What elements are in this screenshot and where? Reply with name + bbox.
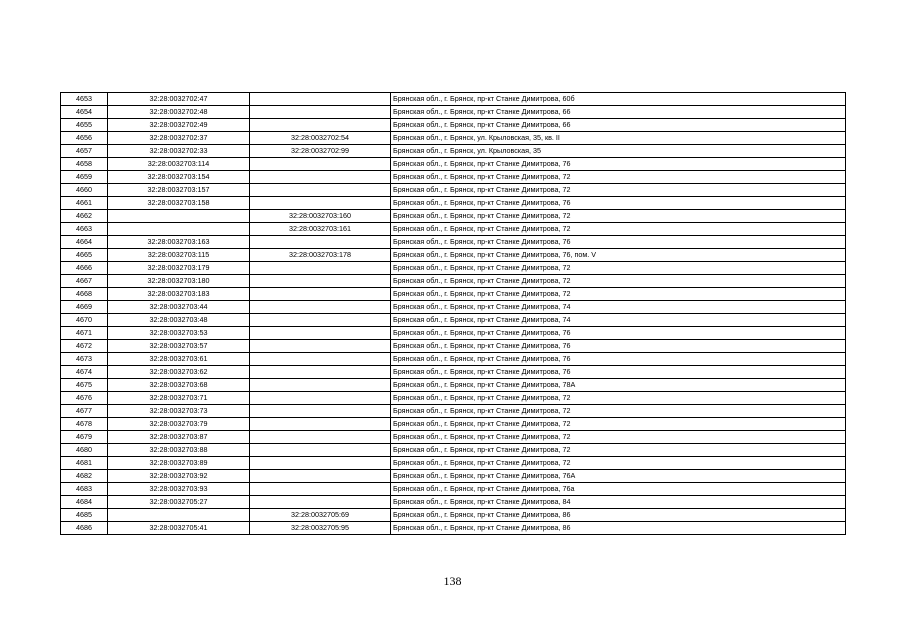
table-row [61,119,846,132]
table-row [61,444,846,457]
table-row [61,353,846,366]
linked-cadastral-number-cell [250,340,391,353]
address-cell: Брянская обл., г. Брянск, пр-кт Станке Димитрова, 86 [391,522,846,535]
linked-cadastral-number-cell [250,327,391,340]
table-row [61,431,846,444]
cadastral-number-cell: 32:28:0032702:49 [108,119,250,132]
table-row [61,301,846,314]
cadastral-table [60,92,846,535]
cadastral-number-cell: 32:28:0032703:62 [108,366,250,379]
linked-cadastral-number-cell [250,275,391,288]
cadastral-number-cell: 32:28:0032703:158 [108,197,250,210]
row-number-cell: 4673 [61,353,108,366]
address-cell: Брянская обл., г. Брянск, пр-кт Станке Димитрова, 72 [391,405,846,418]
linked-cadastral-number-cell [250,236,391,249]
address-cell: Брянская обл., г. Брянск, пр-кт Станке Димитрова, 76 [391,197,846,210]
table-row [61,314,846,327]
address-cell: Брянская обл., г. Брянск, пр-кт Станке Димитрова, 72 [391,275,846,288]
linked-cadastral-number-cell [250,106,391,119]
cadastral-number-cell: 32:28:0032703:154 [108,171,250,184]
address-cell: Брянская обл., г. Брянск, пр-кт Станке Димитрова, 72 [391,392,846,405]
row-number-cell: 4686 [61,522,108,535]
row-number-cell: 4666 [61,262,108,275]
cadastral-number-cell: 32:28:0032703:48 [108,314,250,327]
cadastral-number-cell [108,210,250,223]
address-cell: Брянская обл., г. Брянск, ул. Крыловская, 35, кв. II [391,132,846,145]
address-cell: Брянская обл., г. Брянск, пр-кт Станке Димитрова, 72 [391,210,846,223]
address-cell: Брянская обл., г. Брянск, пр-кт Станке Димитрова, 76 [391,158,846,171]
linked-cadastral-number-cell: 32:28:0032702:54 [250,132,391,145]
cadastral-number-cell: 32:28:0032703:79 [108,418,250,431]
cadastral-number-cell: 32:28:0032702:37 [108,132,250,145]
address-cell: Брянская обл., г. Брянск, пр-кт Станке Димитрова, 72 [391,262,846,275]
address-cell: Брянская обл., г. Брянск, пр-кт Станке Димитрова, 72 [391,171,846,184]
table-row [61,392,846,405]
linked-cadastral-number-cell [250,379,391,392]
cadastral-number-cell: 32:28:0032703:87 [108,431,250,444]
row-number-cell: 4658 [61,158,108,171]
table-row [61,145,846,158]
table-row [61,496,846,509]
address-cell: Брянская обл., г. Брянск, пр-кт Станке Димитрова, 76 [391,340,846,353]
address-cell: Брянская обл., г. Брянск, пр-кт Станке Димитрова, 78А [391,379,846,392]
table-row [61,106,846,119]
linked-cadastral-number-cell [250,119,391,132]
row-number-cell: 4660 [61,184,108,197]
address-cell: Брянская обл., г. Брянск, пр-кт Станке Димитрова, 66 [391,106,846,119]
cadastral-number-cell: 32:28:0032703:180 [108,275,250,288]
cadastral-number-cell: 32:28:0032703:93 [108,483,250,496]
linked-cadastral-number-cell [250,457,391,470]
row-number-cell: 4679 [61,431,108,444]
row-number-cell: 4655 [61,119,108,132]
linked-cadastral-number-cell [250,288,391,301]
table-row [61,379,846,392]
row-number-cell: 4676 [61,392,108,405]
cadastral-number-cell: 32:28:0032703:73 [108,405,250,418]
row-number-cell: 4683 [61,483,108,496]
linked-cadastral-number-cell: 32:28:0032703:160 [250,210,391,223]
row-number-cell: 4672 [61,340,108,353]
row-number-cell: 4678 [61,418,108,431]
table-row [61,483,846,496]
linked-cadastral-number-cell [250,496,391,509]
address-cell: Брянская обл., г. Брянск, пр-кт Станке Димитрова, 72 [391,457,846,470]
address-cell: Брянская обл., г. Брянск, пр-кт Станке Димитрова, 76 [391,327,846,340]
row-number-cell: 4675 [61,379,108,392]
row-number-cell: 4684 [61,496,108,509]
row-number-cell: 4669 [61,301,108,314]
linked-cadastral-number-cell [250,366,391,379]
linked-cadastral-number-cell [250,431,391,444]
address-cell: Брянская обл., г. Брянск, пр-кт Станке Димитрова, 72 [391,288,846,301]
row-number-cell: 4659 [61,171,108,184]
row-number-cell: 4682 [61,470,108,483]
row-number-cell: 4677 [61,405,108,418]
cadastral-number-cell: 32:28:0032703:114 [108,158,250,171]
table-row [61,93,846,106]
table-row [61,197,846,210]
address-cell: Брянская обл., г. Брянск, пр-кт Станке Димитрова, 76 [391,353,846,366]
cadastral-number-cell [108,509,250,522]
table-row [61,418,846,431]
cadastral-number-cell: 32:28:0032703:44 [108,301,250,314]
linked-cadastral-number-cell [250,405,391,418]
table-row [61,366,846,379]
linked-cadastral-number-cell [250,93,391,106]
row-number-cell: 4665 [61,249,108,262]
cadastral-number-cell: 32:28:0032703:183 [108,288,250,301]
row-number-cell: 4653 [61,93,108,106]
cadastral-number-cell: 32:28:0032703:89 [108,457,250,470]
address-cell: Брянская обл., г. Брянск, пр-кт Станке Димитрова, 74 [391,301,846,314]
row-number-cell: 4685 [61,509,108,522]
table-row [61,171,846,184]
address-cell: Брянская обл., г. Брянск, пр-кт Станке Димитрова, 66 [391,119,846,132]
table-row [61,275,846,288]
cadastral-number-cell: 32:28:0032703:68 [108,379,250,392]
linked-cadastral-number-cell: 32:28:0032702:99 [250,145,391,158]
cadastral-number-cell: 32:28:0032703:163 [108,236,250,249]
cadastral-number-cell: 32:28:0032703:179 [108,262,250,275]
linked-cadastral-number-cell [250,418,391,431]
row-number-cell: 4674 [61,366,108,379]
cadastral-number-cell: 32:28:0032702:48 [108,106,250,119]
address-cell: Брянская обл., г. Брянск, пр-кт Станке Димитрова, 72 [391,223,846,236]
table-row [61,522,846,535]
linked-cadastral-number-cell [250,353,391,366]
linked-cadastral-number-cell [250,301,391,314]
linked-cadastral-number-cell [250,444,391,457]
table-row [61,158,846,171]
cadastral-number-cell: 32:28:0032702:33 [108,145,250,158]
table-row [61,470,846,483]
row-number-cell: 4668 [61,288,108,301]
address-cell: Брянская обл., г. Брянск, пр-кт Станке Димитрова, 72 [391,418,846,431]
linked-cadastral-number-cell [250,314,391,327]
table-row [61,223,846,236]
row-number-cell: 4656 [61,132,108,145]
address-cell: Брянская обл., г. Брянск, пр-кт Станке Димитрова, 76 [391,236,846,249]
row-number-cell: 4664 [61,236,108,249]
table-row [61,210,846,223]
address-cell: Брянская обл., г. Брянск, пр-кт Станке Димитрова, 86 [391,509,846,522]
address-cell: Брянская обл., г. Брянск, ул. Крыловская, 35 [391,145,846,158]
cadastral-number-cell: 32:28:0032702:47 [108,93,250,106]
cadastral-number-cell: 32:28:0032703:53 [108,327,250,340]
address-cell: Брянская обл., г. Брянск, пр-кт Станке Димитрова, 76А [391,470,846,483]
linked-cadastral-number-cell [250,158,391,171]
linked-cadastral-number-cell [250,262,391,275]
address-cell: Брянская обл., г. Брянск, пр-кт Станке Димитрова, 76, пом. V [391,249,846,262]
linked-cadastral-number-cell [250,392,391,405]
row-number-cell: 4680 [61,444,108,457]
table-row [61,236,846,249]
table-row [61,132,846,145]
address-cell: Брянская обл., г. Брянск, пр-кт Станке Димитрова, 76 [391,366,846,379]
table-row [61,262,846,275]
linked-cadastral-number-cell: 32:28:0032703:161 [250,223,391,236]
table-row [61,288,846,301]
cadastral-number-cell: 32:28:0032703:157 [108,184,250,197]
row-number-cell: 4667 [61,275,108,288]
row-number-cell: 4662 [61,210,108,223]
row-number-cell: 4661 [61,197,108,210]
cadastral-number-cell: 32:28:0032703:71 [108,392,250,405]
address-cell: Брянская обл., г. Брянск, пр-кт Станке Димитрова, 84 [391,496,846,509]
table-row [61,405,846,418]
cadastral-number-cell: 32:28:0032703:115 [108,249,250,262]
row-number-cell: 4663 [61,223,108,236]
row-number-cell: 4671 [61,327,108,340]
linked-cadastral-number-cell: 32:28:0032705:95 [250,522,391,535]
address-cell: Брянская обл., г. Брянск, пр-кт Станке Димитрова, 76а [391,483,846,496]
cadastral-number-cell: 32:28:0032703:57 [108,340,250,353]
address-cell: Брянская обл., г. Брянск, пр-кт Станке Димитрова, 72 [391,184,846,197]
page-number: 138 [443,574,462,588]
linked-cadastral-number-cell: 32:28:0032705:69 [250,509,391,522]
table-row [61,327,846,340]
linked-cadastral-number-cell: 32:28:0032703:178 [250,249,391,262]
cadastral-number-cell: 32:28:0032703:88 [108,444,250,457]
table-body [61,93,846,535]
linked-cadastral-number-cell [250,197,391,210]
address-cell: Брянская обл., г. Брянск, пр-кт Станке Димитрова, 74 [391,314,846,327]
row-number-cell: 4657 [61,145,108,158]
linked-cadastral-number-cell [250,483,391,496]
cadastral-number-cell: 32:28:0032703:92 [108,470,250,483]
address-cell: Брянская обл., г. Брянск, пр-кт Станке Димитрова, 60б [391,93,846,106]
row-number-cell: 4681 [61,457,108,470]
linked-cadastral-number-cell [250,184,391,197]
cadastral-number-cell: 32:28:0032705:27 [108,496,250,509]
cadastral-number-cell: 32:28:0032703:61 [108,353,250,366]
address-cell: Брянская обл., г. Брянск, пр-кт Станке Димитрова, 72 [391,431,846,444]
linked-cadastral-number-cell [250,470,391,483]
address-cell: Брянская обл., г. Брянск, пр-кт Станке Димитрова, 72 [391,444,846,457]
table-row [61,509,846,522]
table-row [61,184,846,197]
row-number-cell: 4670 [61,314,108,327]
table-row [61,457,846,470]
cadastral-number-cell [108,223,250,236]
table-row [61,249,846,262]
linked-cadastral-number-cell [250,171,391,184]
cadastral-number-cell: 32:28:0032705:41 [108,522,250,535]
row-number-cell: 4654 [61,106,108,119]
table-row [61,340,846,353]
